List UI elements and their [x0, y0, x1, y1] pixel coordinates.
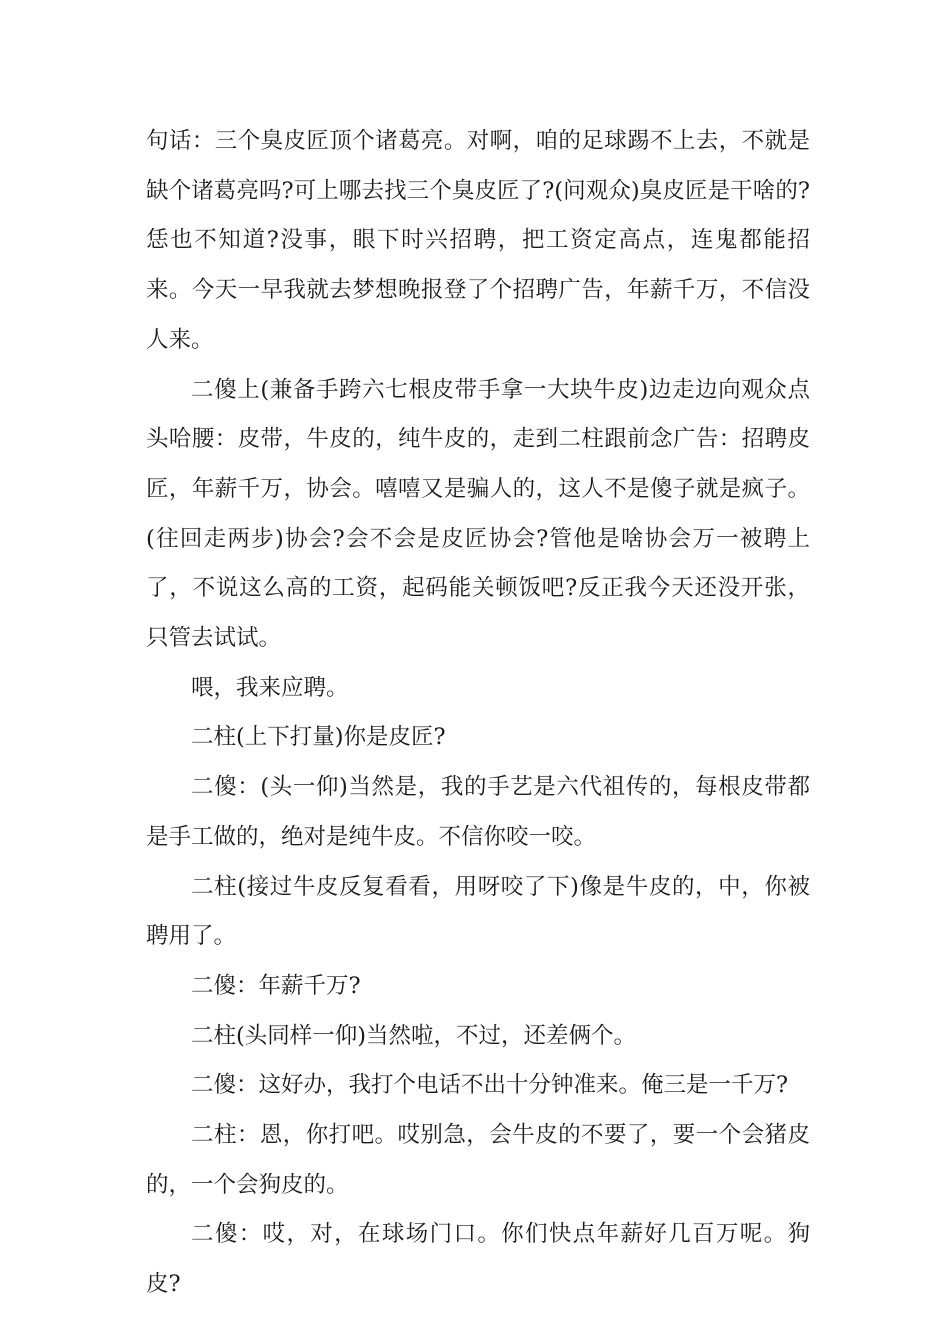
paragraph-dialogue: 二柱：恩，你打吧。哎别急，会牛皮的不要了，要一个会猪皮的，一个会狗皮的。	[146, 1122, 810, 1198]
paragraph-dialogue: 喂，我来应聘。	[191, 674, 349, 701]
document-body	[146, 117, 810, 1310]
paragraph-dialogue: 二柱(头同样一仰)当然啦，不过，还差俩个。	[191, 1022, 637, 1049]
paragraph-dialogue: 二傻：这好办，我打个电话不出十分钟准来。俺三是一千万?	[191, 1072, 789, 1099]
paragraph-dialogue: 二柱(接过牛皮反复看看，用呀咬了下)像是牛皮的，中，你被聘用了。	[146, 873, 810, 950]
paragraph-dialogue: 二傻：哎，对，在球场门口。你们快点年薪好几百万呢。狗皮?	[146, 1221, 810, 1298]
paragraph-stage-direction: 二傻上(兼备手跨六七根皮带手拿一大块牛皮)边走边向观众点头哈腰：皮带，牛皮的，纯牛皮的，走到二柱跟前念广告：招聘皮匠，年薪千万，协会。嘻嘻又是骗人的，这人不是傻子就是疯子。(往回走两步)协会?会不会是皮匠协会?管他是啥协会万一被聘上了，不说这么高的工资，起码能关顿饭吧?反正我今天还没开张，只管去试试。	[146, 376, 810, 652]
paragraph-dialogue: 二柱(上下打量)你是皮匠?	[191, 724, 446, 751]
paragraph-dialogue: 二傻：年薪千万?	[191, 972, 361, 999]
paragraph-dialogue: 二傻：(头一仰)当然是，我的手艺是六代祖传的，每根皮带都是手工做的，绝对是纯牛皮。不信你咬一咬。	[146, 774, 810, 850]
paragraph-continuation: 句话：三个臭皮匠顶个诸葛亮。对啊，咱的足球踢不上去，不就是缺个诸葛亮吗?可上哪去找三个臭皮匠了?(问观众)臭皮匠是干啥的?恁也不知道?没事，眼下时兴招聘，把工资定高点，连鬼都能招来。今天一早我就去梦想晚报登了个招聘广告，年薪千万，不信没人来。	[146, 128, 810, 353]
